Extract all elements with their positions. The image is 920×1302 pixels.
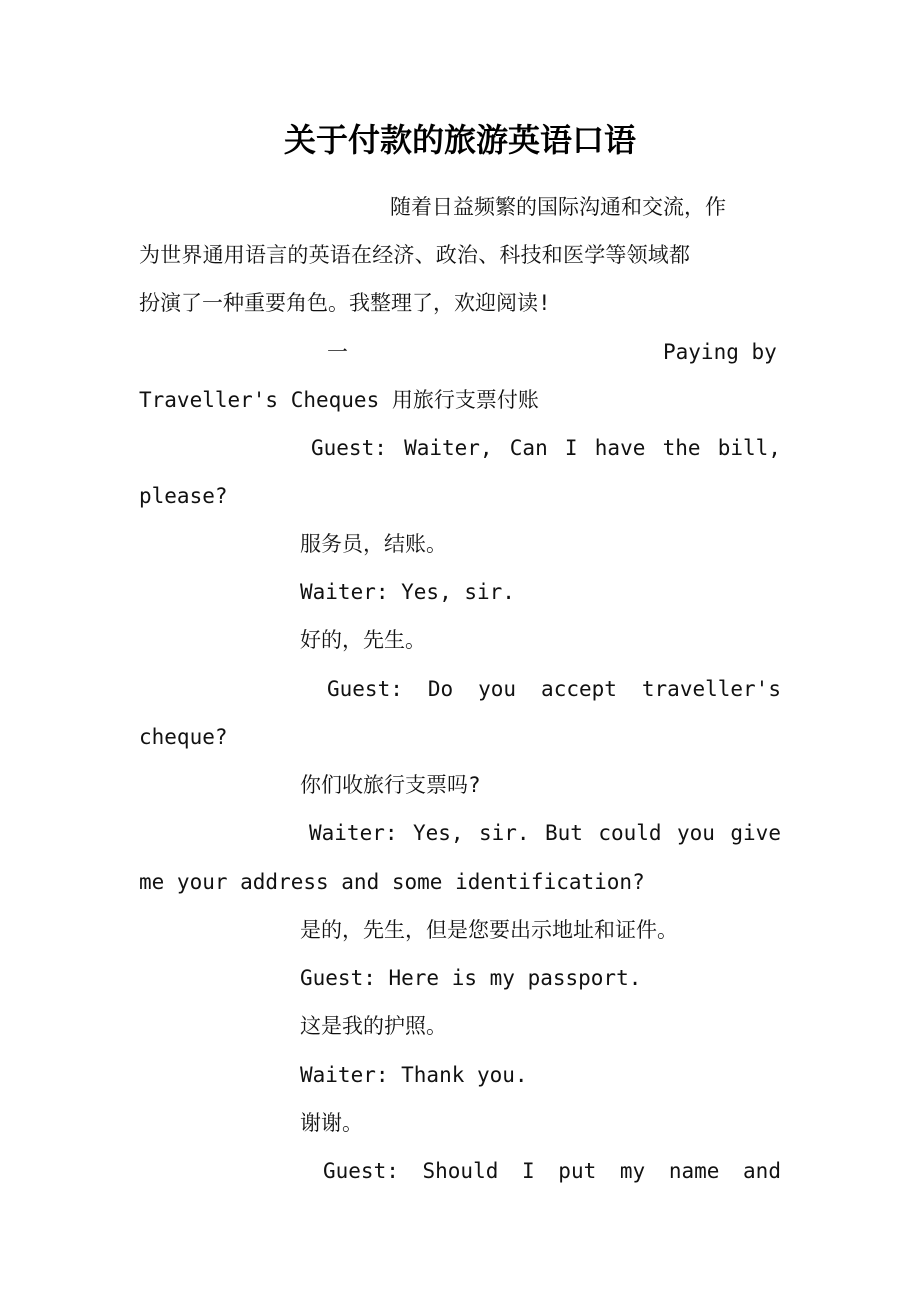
word: Guest:	[311, 436, 387, 460]
dialogue-guest-2-zh: 你们收旅行支票吗?	[300, 773, 481, 797]
word: Guest:	[327, 677, 403, 701]
section-heading-en-part1: Paying by	[663, 340, 777, 364]
dialogue-guest-2-line-a	[327, 673, 781, 705]
dialogue-waiter-2-line-b: me your address and some identification?	[139, 870, 645, 894]
word: Should	[422, 1159, 499, 1183]
word: could	[598, 821, 662, 845]
word: Do	[427, 677, 454, 701]
word: give	[730, 821, 781, 845]
word: Guest:	[323, 1159, 399, 1183]
word: you	[478, 677, 517, 701]
word: Waiter:	[309, 821, 398, 845]
dialogue-waiter-2-line-a	[309, 817, 781, 849]
dialogue-guest-4-line-a	[323, 1155, 781, 1187]
section-heading-zh: 用旅行支票付账	[391, 388, 539, 412]
dialogue-waiter-2-zh: 是的，先生，但是您要出示地址和证件。	[300, 918, 678, 942]
word: I	[522, 1159, 535, 1183]
dialogue-waiter-3-zh: 谢谢。	[300, 1111, 363, 1135]
word: name	[668, 1159, 720, 1183]
word: put	[558, 1159, 597, 1183]
word: accept	[541, 677, 617, 701]
intro-line-3: 扮演了一种重要角色。我整理了，欢迎阅读!	[139, 291, 551, 315]
word: bill,	[717, 436, 781, 460]
dialogue-guest-3-en: Guest: Here is my passport.	[300, 966, 642, 990]
dialogue-guest-3-zh: 这是我的护照。	[300, 1014, 447, 1038]
word: and	[743, 1159, 781, 1183]
dialogue-guest-1-line-a	[311, 432, 781, 464]
dialogue-guest-1-zh: 服务员，结账。	[300, 532, 447, 556]
word: Waiter,	[404, 436, 493, 460]
word: Can	[509, 436, 548, 460]
dialogue-waiter-1-en: Waiter: Yes, sir.	[300, 580, 515, 604]
word: traveller's	[641, 677, 781, 701]
section-number: 一	[327, 340, 348, 364]
dialogue-guest-2-line-b: cheque?	[139, 725, 228, 749]
dialogue-guest-1-line-b: please?	[139, 484, 228, 508]
word: I	[564, 436, 578, 460]
word: you	[677, 821, 715, 845]
word: the	[662, 436, 701, 460]
page-title: 关于付款的旅游英语口语	[283, 121, 636, 159]
intro-line-1: 随着日益频繁的国际沟通和交流，作	[390, 195, 726, 219]
word: have	[594, 436, 646, 460]
word: But	[544, 821, 583, 845]
word: my	[619, 1159, 646, 1183]
word: Yes,	[412, 821, 464, 845]
section-heading-line2	[139, 384, 539, 416]
dialogue-waiter-1-zh: 好的，先生。	[300, 628, 426, 652]
word: sir.	[478, 821, 530, 845]
dialogue-waiter-3-en: Waiter: Thank you.	[300, 1063, 528, 1087]
intro-line-2: 为世界通用语言的英语在经济、政治、科技和医学等领域都	[139, 243, 691, 267]
section-heading-en-part2: Traveller's Cheques	[139, 388, 380, 412]
